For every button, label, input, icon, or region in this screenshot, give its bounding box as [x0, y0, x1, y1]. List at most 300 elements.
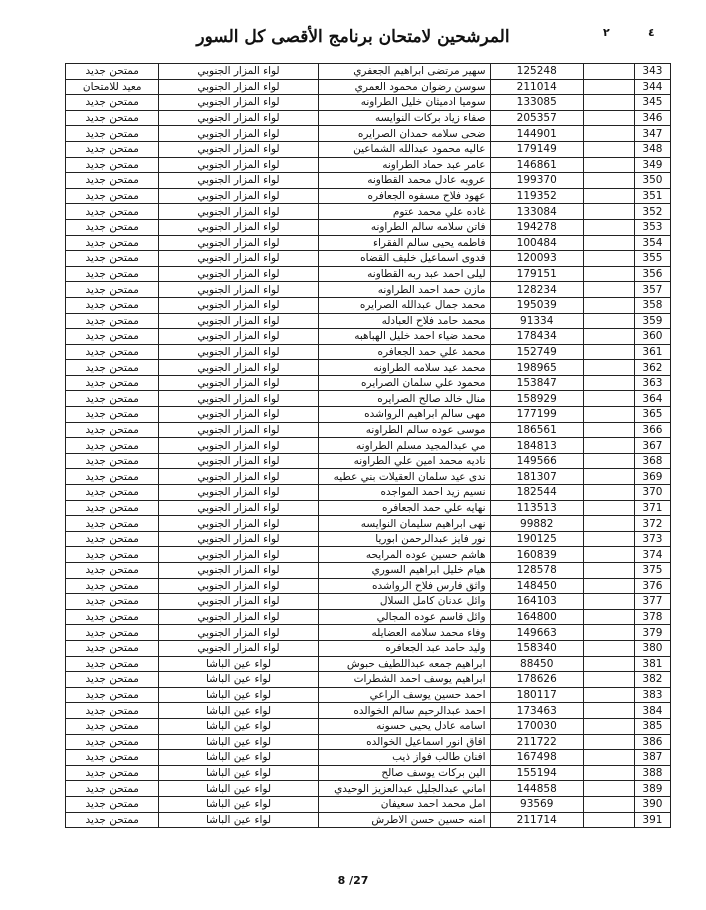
table-row	[66, 64, 671, 80]
district-cell: لواء المزار الجنوبي	[159, 297, 318, 313]
national-id-cell: 93569	[490, 796, 583, 812]
district-cell: لواء المزار الجنوبي	[159, 407, 318, 423]
district-cell: لواء المزار الجنوبي	[159, 344, 318, 360]
candidate-name-cell: مي عبدالمجيد مسلم الطراونه	[318, 438, 490, 454]
district-cell: لواء عين الباشا	[159, 656, 318, 672]
sequence-number-cell: 388	[634, 765, 670, 781]
empty-cell	[583, 453, 634, 469]
district-cell: لواء عين الباشا	[159, 672, 318, 688]
status-cell: ممتحن جديد	[66, 64, 159, 80]
status-cell: ممتحن جديد	[66, 531, 159, 547]
national-id-cell: 164103	[490, 594, 583, 610]
candidate-name-cell: عامر عبد حماد الطراونه	[318, 157, 490, 173]
empty-cell	[583, 407, 634, 423]
national-id-cell: 180117	[490, 687, 583, 703]
national-id-cell: 100484	[490, 235, 583, 251]
status-cell: ممتحن جديد	[66, 547, 159, 563]
sequence-number-cell: 381	[634, 656, 670, 672]
table-row	[66, 173, 671, 189]
status-cell: ممتحن جديد	[66, 282, 159, 298]
table-row	[66, 407, 671, 423]
candidate-name-cell: احمد حسين يوسف الراعي	[318, 687, 490, 703]
status-cell: ممتحن جديد	[66, 609, 159, 625]
status-cell: ممتحن جديد	[66, 796, 159, 812]
empty-cell	[583, 687, 634, 703]
empty-cell	[583, 126, 634, 142]
district-cell: لواء عين الباشا	[159, 703, 318, 719]
candidate-name-cell: اماني عبدالجليل عبدالعزيز الوحيدي	[318, 781, 490, 797]
empty-cell	[583, 609, 634, 625]
district-cell: لواء المزار الجنوبي	[159, 625, 318, 641]
status-cell: ممتحن جديد	[66, 391, 159, 407]
candidate-name-cell: عهود فلاح مسفوه الجعافره	[318, 188, 490, 204]
empty-cell	[583, 656, 634, 672]
sequence-number-cell: 373	[634, 531, 670, 547]
candidate-name-cell: محمد ضياء احمد خليل الهباهبه	[318, 329, 490, 345]
table-row	[66, 126, 671, 142]
district-cell: لواء المزار الجنوبي	[159, 188, 318, 204]
table-row	[66, 609, 671, 625]
sequence-number-cell: 376	[634, 578, 670, 594]
status-cell: ممتحن جديد	[66, 812, 159, 828]
national-id-cell: 148450	[490, 578, 583, 594]
district-cell: لواء المزار الجنوبي	[159, 266, 318, 282]
national-id-cell: 88450	[490, 656, 583, 672]
district-cell: لواء عين الباشا	[159, 796, 318, 812]
sequence-number-cell: 364	[634, 391, 670, 407]
national-id-cell: 160839	[490, 547, 583, 563]
sequence-number-cell: 358	[634, 297, 670, 313]
status-cell: ممتحن جديد	[66, 173, 159, 189]
sequence-number-cell: 354	[634, 235, 670, 251]
sequence-number-cell: 351	[634, 188, 670, 204]
sequence-number-cell: 353	[634, 219, 670, 235]
national-id-cell: 152749	[490, 344, 583, 360]
candidate-name-cell: سوميا ادميثان خليل الطراونه	[318, 95, 490, 111]
status-cell: ممتحن جديد	[66, 251, 159, 267]
empty-cell	[583, 578, 634, 594]
candidate-name-cell: نهايه علي حمد الجعافره	[318, 500, 490, 516]
table-row	[66, 640, 671, 656]
status-cell: ممتحن جديد	[66, 407, 159, 423]
status-cell: ممتحن جديد	[66, 594, 159, 610]
national-id-cell: 155194	[490, 765, 583, 781]
national-id-cell: 149566	[490, 453, 583, 469]
empty-cell	[583, 141, 634, 157]
status-cell: ممتحن جديد	[66, 157, 159, 173]
status-cell: ممتحن جديد	[66, 95, 159, 111]
empty-cell	[583, 718, 634, 734]
candidate-name-cell: وفاء محمد سلامه العضايله	[318, 625, 490, 641]
table-row	[66, 796, 671, 812]
candidate-name-cell: محمود علي سلمان الصرايره	[318, 375, 490, 391]
empty-cell	[583, 375, 634, 391]
table-row	[66, 157, 671, 173]
table-row	[66, 297, 671, 313]
table-row	[66, 625, 671, 641]
candidate-name-cell: منال خالد صالح الصرايره	[318, 391, 490, 407]
candidate-name-cell: ضحى سلامه حمدان الصرايره	[318, 126, 490, 142]
empty-cell	[583, 251, 634, 267]
national-id-cell: 99882	[490, 516, 583, 532]
empty-cell	[583, 672, 634, 688]
national-id-cell: 113513	[490, 500, 583, 516]
status-cell: ممتحن جديد	[66, 625, 159, 641]
sequence-number-cell: 365	[634, 407, 670, 423]
status-cell: ممتحن جديد	[66, 485, 159, 501]
national-id-cell: 91334	[490, 313, 583, 329]
district-cell: لواء المزار الجنوبي	[159, 516, 318, 532]
table-row	[66, 672, 671, 688]
national-id-cell: 211722	[490, 734, 583, 750]
status-cell: ممتحن جديد	[66, 360, 159, 376]
national-id-cell: 184813	[490, 438, 583, 454]
status-cell: ممتحن جديد	[66, 344, 159, 360]
district-cell: لواء المزار الجنوبي	[159, 313, 318, 329]
status-cell: ممتحن جديد	[66, 297, 159, 313]
candidate-name-cell: فاتن سلامه سالم الطراونه	[318, 219, 490, 235]
table-row	[66, 313, 671, 329]
sequence-number-cell: 370	[634, 485, 670, 501]
status-cell: ممتحن جديد	[66, 750, 159, 766]
district-cell: لواء المزار الجنوبي	[159, 282, 318, 298]
candidate-name-cell: ابراهيم جمعه عبداللطيف حبوش	[318, 656, 490, 672]
national-id-cell: 158340	[490, 640, 583, 656]
table-row	[66, 375, 671, 391]
candidate-name-cell: عروبه عادل محمد القطاونه	[318, 173, 490, 189]
candidate-name-cell: احمد عبدالرحيم سالم الخوالده	[318, 703, 490, 719]
candidate-name-cell: مهى سالم ابراهيم الرواشده	[318, 407, 490, 423]
empty-cell	[583, 438, 634, 454]
district-cell: لواء المزار الجنوبي	[159, 578, 318, 594]
table-row	[66, 812, 671, 828]
table-row	[66, 360, 671, 376]
empty-cell	[583, 516, 634, 532]
candidate-name-cell: افنان طالب فواز ذيب	[318, 750, 490, 766]
empty-cell	[583, 344, 634, 360]
candidate-name-cell: مازن حمد احمد الطراونه	[318, 282, 490, 298]
district-cell: لواء المزار الجنوبي	[159, 219, 318, 235]
district-cell: لواء المزار الجنوبي	[159, 422, 318, 438]
district-cell: لواء المزار الجنوبي	[159, 485, 318, 501]
status-cell: ممتحن جديد	[66, 640, 159, 656]
candidate-name-cell: هيام خليل ابراهيم السوري	[318, 563, 490, 579]
national-id-cell: 179149	[490, 141, 583, 157]
empty-cell	[583, 812, 634, 828]
empty-cell	[583, 547, 634, 563]
district-cell: لواء عين الباشا	[159, 812, 318, 828]
sequence-number-cell: 359	[634, 313, 670, 329]
national-id-cell: 211714	[490, 812, 583, 828]
table-row	[66, 500, 671, 516]
table-row	[66, 563, 671, 579]
candidates-table-body	[66, 64, 671, 828]
candidate-name-cell: وليد حامد عبد الجعافره	[318, 640, 490, 656]
candidate-name-cell: ناديه محمد امين علي الطراونه	[318, 453, 490, 469]
candidates-table	[65, 63, 671, 828]
empty-cell	[583, 485, 634, 501]
district-cell: لواء المزار الجنوبي	[159, 453, 318, 469]
page-number: 8 /27	[337, 874, 369, 887]
sequence-number-cell: 385	[634, 718, 670, 734]
national-id-cell: 205357	[490, 110, 583, 126]
national-id-cell: 195039	[490, 297, 583, 313]
district-cell: لواء المزار الجنوبي	[159, 126, 318, 142]
table-row	[66, 251, 671, 267]
sequence-number-cell: 356	[634, 266, 670, 282]
table-row	[66, 734, 671, 750]
sequence-number-cell: 357	[634, 282, 670, 298]
candidate-name-cell: فدوى اسماعيل خليف القضاه	[318, 251, 490, 267]
sequence-number-cell: 349	[634, 157, 670, 173]
candidate-name-cell: موسى عوده سالم الطراونه	[318, 422, 490, 438]
table-row	[66, 141, 671, 157]
national-id-cell: 128234	[490, 282, 583, 298]
status-cell: ممتحن جديد	[66, 703, 159, 719]
status-cell: ممتحن جديد	[66, 765, 159, 781]
candidate-name-cell: محمد جمال عبدالله الصرايره	[318, 297, 490, 313]
district-cell: لواء المزار الجنوبي	[159, 375, 318, 391]
national-id-cell: 181307	[490, 469, 583, 485]
national-id-cell: 178626	[490, 672, 583, 688]
district-cell: لواء المزار الجنوبي	[159, 609, 318, 625]
candidate-name-cell: محمد علي حمد الجعافره	[318, 344, 490, 360]
sequence-number-cell: 363	[634, 375, 670, 391]
sequence-number-cell: 378	[634, 609, 670, 625]
status-cell: ممتحن جديد	[66, 516, 159, 532]
district-cell: لواء المزار الجنوبي	[159, 500, 318, 516]
district-cell: لواء المزار الجنوبي	[159, 204, 318, 220]
district-cell: لواء المزار الجنوبي	[159, 329, 318, 345]
table-row	[66, 110, 671, 126]
sequence-number-cell: 372	[634, 516, 670, 532]
sequence-number-cell: 375	[634, 563, 670, 579]
national-id-cell: 158929	[490, 391, 583, 407]
empty-cell	[583, 235, 634, 251]
sequence-number-cell: 386	[634, 734, 670, 750]
table-row	[66, 718, 671, 734]
status-cell: ممتحن جديد	[66, 656, 159, 672]
candidate-name-cell: نسيم زيد احمد المواجده	[318, 485, 490, 501]
empty-cell	[583, 734, 634, 750]
empty-cell	[583, 360, 634, 376]
sequence-number-cell: 383	[634, 687, 670, 703]
sequence-number-cell: 347	[634, 126, 670, 142]
empty-cell	[583, 266, 634, 282]
district-cell: لواء المزار الجنوبي	[159, 141, 318, 157]
candidate-name-cell: ليلى احمد عبد ربه القطاونه	[318, 266, 490, 282]
sequence-number-cell: 348	[634, 141, 670, 157]
empty-cell	[583, 563, 634, 579]
sequence-number-cell: 343	[634, 64, 670, 80]
status-cell: ممتحن جديد	[66, 718, 159, 734]
sequence-number-cell: 382	[634, 672, 670, 688]
empty-cell	[583, 313, 634, 329]
empty-cell	[583, 95, 634, 111]
candidate-name-cell: امل محمد احمد سعيفان	[318, 796, 490, 812]
national-id-cell: 146861	[490, 157, 583, 173]
table-row	[66, 781, 671, 797]
candidate-name-cell: هاشم حسين عوده المرايحه	[318, 547, 490, 563]
sequence-number-cell: 362	[634, 360, 670, 376]
table-row	[66, 594, 671, 610]
table-row	[66, 516, 671, 532]
empty-cell	[583, 110, 634, 126]
table-row	[66, 422, 671, 438]
status-cell: ممتحن جديد	[66, 313, 159, 329]
sequence-number-cell: 369	[634, 469, 670, 485]
district-cell: لواء عين الباشا	[159, 734, 318, 750]
table-row	[66, 391, 671, 407]
status-cell: ممتحن جديد	[66, 188, 159, 204]
sequence-number-cell: 355	[634, 251, 670, 267]
candidate-name-cell: الين بركات يوسف صالح	[318, 765, 490, 781]
status-cell: ممتحن جديد	[66, 734, 159, 750]
candidate-name-cell: فاطمه يحيى سالم الفقراء	[318, 235, 490, 251]
status-cell: ممتحن جديد	[66, 422, 159, 438]
national-id-cell: 173463	[490, 703, 583, 719]
corner-mark: ٤	[648, 26, 655, 39]
district-cell: لواء عين الباشا	[159, 687, 318, 703]
candidate-name-cell: وائل عدنان كامل السلال	[318, 594, 490, 610]
empty-cell	[583, 329, 634, 345]
status-cell: ممتحن جديد	[66, 266, 159, 282]
district-cell: لواء المزار الجنوبي	[159, 469, 318, 485]
national-id-cell: 149663	[490, 625, 583, 641]
district-cell: لواء المزار الجنوبي	[159, 531, 318, 547]
candidate-name-cell: محمد عيد سلامه الطراونه	[318, 360, 490, 376]
district-cell: لواء عين الباشا	[159, 750, 318, 766]
empty-cell	[583, 297, 634, 313]
empty-cell	[583, 750, 634, 766]
sequence-number-cell: 345	[634, 95, 670, 111]
empty-cell	[583, 157, 634, 173]
candidate-name-cell: وائل قاسم عوده المجالي	[318, 609, 490, 625]
sequence-number-cell: 360	[634, 329, 670, 345]
national-id-cell: 186561	[490, 422, 583, 438]
national-id-cell: 144858	[490, 781, 583, 797]
status-cell: ممتحن جديد	[66, 141, 159, 157]
district-cell: لواء المزار الجنوبي	[159, 391, 318, 407]
empty-cell	[583, 531, 634, 547]
sequence-number-cell: 366	[634, 422, 670, 438]
national-id-cell: 164800	[490, 609, 583, 625]
national-id-cell: 211014	[490, 79, 583, 95]
corner-mark: ٢	[603, 26, 610, 39]
national-id-cell: 198965	[490, 360, 583, 376]
empty-cell	[583, 188, 634, 204]
empty-cell	[583, 781, 634, 797]
sequence-number-cell: 389	[634, 781, 670, 797]
candidate-name-cell: عاليه محمود عبدالله الشماعين	[318, 141, 490, 157]
sequence-number-cell: 387	[634, 750, 670, 766]
sequence-number-cell: 368	[634, 453, 670, 469]
status-cell: ممتحن جديد	[66, 781, 159, 797]
empty-cell	[583, 79, 634, 95]
sequence-number-cell: 374	[634, 547, 670, 563]
district-cell: لواء المزار الجنوبي	[159, 95, 318, 111]
sequence-number-cell: 361	[634, 344, 670, 360]
status-cell: ممتحن جديد	[66, 672, 159, 688]
national-id-cell: 167498	[490, 750, 583, 766]
table-row	[66, 485, 671, 501]
status-cell: ممتحن جديد	[66, 500, 159, 516]
empty-cell	[583, 469, 634, 485]
status-cell: ممتحن جديد	[66, 687, 159, 703]
table-row	[66, 219, 671, 235]
table-row	[66, 266, 671, 282]
empty-cell	[583, 173, 634, 189]
national-id-cell: 194278	[490, 219, 583, 235]
district-cell: لواء المزار الجنوبي	[159, 64, 318, 80]
table-row	[66, 578, 671, 594]
candidate-name-cell: محمد حامد فلاح العبادله	[318, 313, 490, 329]
empty-cell	[583, 765, 634, 781]
sequence-number-cell: 371	[634, 500, 670, 516]
empty-cell	[583, 703, 634, 719]
table-row	[66, 656, 671, 672]
candidate-name-cell: واثق فارس فلاح الرواشده	[318, 578, 490, 594]
status-cell: ممتحن جديد	[66, 110, 159, 126]
national-id-cell: 133084	[490, 204, 583, 220]
national-id-cell: 182544	[490, 485, 583, 501]
status-cell: ممتحن جديد	[66, 375, 159, 391]
district-cell: لواء عين الباشا	[159, 765, 318, 781]
table-row	[66, 438, 671, 454]
sequence-number-cell: 344	[634, 79, 670, 95]
district-cell: لواء المزار الجنوبي	[159, 235, 318, 251]
national-id-cell: 120093	[490, 251, 583, 267]
empty-cell	[583, 391, 634, 407]
sequence-number-cell: 377	[634, 594, 670, 610]
empty-cell	[583, 64, 634, 80]
national-id-cell: 128578	[490, 563, 583, 579]
table-row	[66, 469, 671, 485]
status-cell: ممتحن جديد	[66, 329, 159, 345]
sequence-number-cell: 352	[634, 204, 670, 220]
empty-cell	[583, 594, 634, 610]
status-cell: ممتحن جديد	[66, 563, 159, 579]
sequence-number-cell: 391	[634, 812, 670, 828]
status-cell: ممتحن جديد	[66, 469, 159, 485]
national-id-cell: 144901	[490, 126, 583, 142]
candidate-name-cell: نهى ابراهيم سليمان النوايسه	[318, 516, 490, 532]
table-row	[66, 282, 671, 298]
status-cell: ممتحن جديد	[66, 438, 159, 454]
table-row	[66, 235, 671, 251]
table-row	[66, 329, 671, 345]
sequence-number-cell: 367	[634, 438, 670, 454]
candidate-name-cell: امنه حسين حسن الاطرش	[318, 812, 490, 828]
empty-cell	[583, 625, 634, 641]
empty-cell	[583, 422, 634, 438]
table-row	[66, 765, 671, 781]
status-cell: ممتحن جديد	[66, 578, 159, 594]
national-id-cell: 170030	[490, 718, 583, 734]
national-id-cell: 119352	[490, 188, 583, 204]
table-row	[66, 453, 671, 469]
page-title: المرشحين لامتحان برنامج الأقصى كل السور	[196, 27, 510, 47]
table-row	[66, 204, 671, 220]
national-id-cell: 199370	[490, 173, 583, 189]
district-cell: لواء المزار الجنوبي	[159, 110, 318, 126]
table-row	[66, 687, 671, 703]
candidate-name-cell: غاده علي محمد عتوم	[318, 204, 490, 220]
district-cell: لواء المزار الجنوبي	[159, 438, 318, 454]
candidate-name-cell: اسامه عادل يحيى حسونه	[318, 718, 490, 734]
district-cell: لواء المزار الجنوبي	[159, 251, 318, 267]
candidate-name-cell: ندى عيد سلمان العقيلات بني عطيه	[318, 469, 490, 485]
